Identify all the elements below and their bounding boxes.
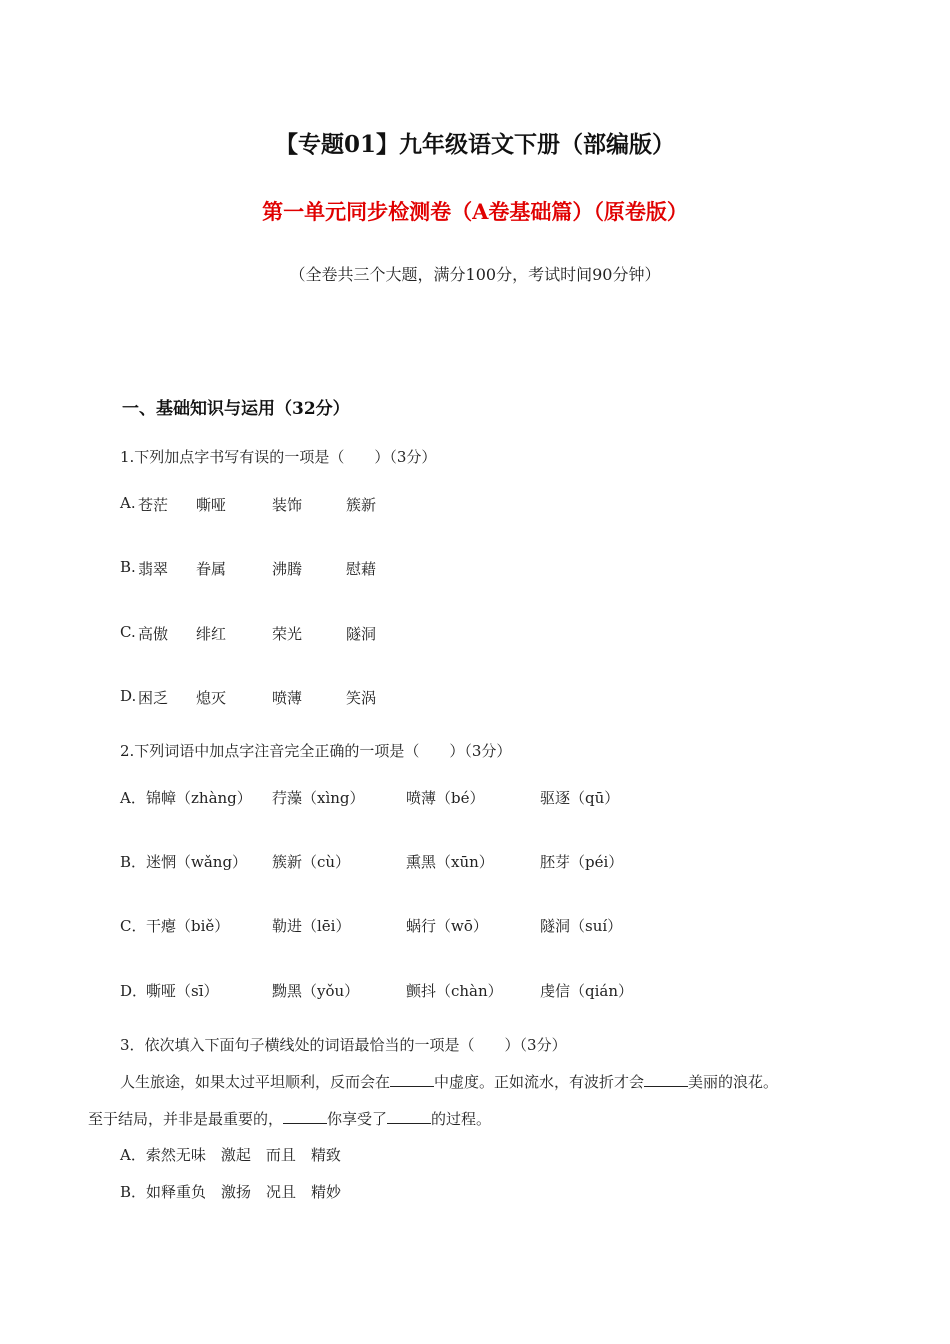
word-pinyin: 迷惘（wǎng）: [146, 853, 248, 871]
passage-text: 中虚度。正如流水，有波折才会: [434, 1073, 645, 1091]
word: 嘶哑: [196, 496, 227, 514]
question-3-stem: 3．依次填入下面句子横线处的词语最恰当的一项是（ ）（3分）: [120, 1036, 567, 1054]
word-pinyin: 嘶哑（sī）: [146, 982, 219, 1000]
option-label: D．: [120, 982, 148, 1000]
exam-note: （全卷共三个大题，满分100分，考试时间90分钟）: [289, 265, 661, 284]
word: 苍茫: [138, 496, 169, 514]
word: 簇新: [346, 496, 377, 514]
option-label: D.: [120, 687, 137, 705]
page-title: 【专题01】九年级语文下册（部编版）: [274, 131, 675, 158]
word-pinyin: 黝黑（yǒu）: [272, 982, 360, 1000]
word-pinyin: 干瘪（biě）: [146, 917, 230, 935]
word-pinyin: 荇藻（xìng）: [272, 789, 365, 807]
section-heading-1: 一、基础知识与运用（32分）: [122, 399, 350, 419]
word: 慰藉: [346, 560, 377, 578]
option-label: B．: [120, 853, 147, 871]
passage-text: 的过程。: [431, 1110, 492, 1128]
word-pinyin: 隧洞（suí）: [540, 917, 623, 935]
word-pinyin: 驱逐（qū）: [540, 789, 620, 807]
q3-passage-line-2: [88, 1108, 491, 1129]
word: 笑涡: [346, 689, 377, 707]
word: 翡翠: [138, 560, 169, 578]
word-pinyin: 颤抖（chàn）: [406, 982, 503, 1000]
word-pinyin: 勒进（lēi）: [272, 917, 351, 935]
word: 困乏: [138, 689, 169, 707]
word: 喷薄: [272, 689, 303, 707]
option-label: B.: [120, 558, 136, 576]
passage-text: 人生旅途，如果太过平坦顺利，反而会在: [120, 1073, 391, 1091]
question-2-stem: 2.下列词语中加点字注音完全正确的一项是（ ）（3分）: [120, 742, 512, 760]
word: 眷属: [196, 560, 227, 578]
fill-blank: [283, 1109, 327, 1124]
passage-text: 美丽的浪花。: [688, 1073, 779, 1091]
passage-text: 至于结局，并非是最重要的，: [88, 1110, 284, 1128]
q3-passage-line-1: [120, 1071, 778, 1092]
word: 高傲: [138, 625, 169, 643]
option-label: A.: [120, 494, 136, 512]
word: 熄灭: [196, 689, 227, 707]
word-pinyin: 蜗行（wō）: [406, 917, 488, 935]
passage-text: 你享受了: [327, 1110, 388, 1128]
word-pinyin: 簇新（cù）: [272, 853, 351, 871]
option-label: A．: [120, 789, 146, 807]
word-pinyin: 锦幛（zhàng）: [146, 789, 252, 807]
fill-blank: [644, 1072, 688, 1087]
option-label: C.: [120, 623, 136, 641]
word-pinyin: 喷薄（bé）: [406, 789, 485, 807]
word: 装饰: [272, 496, 303, 514]
q3-option-a: A．索然无味 激起 而且 精致: [120, 1146, 341, 1164]
question-1-stem: 1.下列加点字书写有误的一项是（ ）（3分）: [120, 448, 437, 466]
option-label: C．: [120, 917, 147, 935]
fill-blank: [390, 1072, 434, 1087]
word-pinyin: 虔信（qián）: [540, 982, 634, 1000]
word: 沸腾: [272, 560, 303, 578]
q3-option-b: B．如释重负 激扬 况且 精妙: [120, 1183, 342, 1201]
word: 绯红: [196, 625, 227, 643]
word: 荣光: [272, 625, 303, 643]
word-pinyin: 熏黑（xūn）: [406, 853, 494, 871]
fill-blank: [387, 1109, 431, 1124]
word: 隧洞: [346, 625, 377, 643]
word-pinyin: 胚芽（péi）: [540, 853, 624, 871]
page-subtitle: 第一单元同步检测卷（A卷基础篇）（原卷版）: [262, 199, 688, 224]
